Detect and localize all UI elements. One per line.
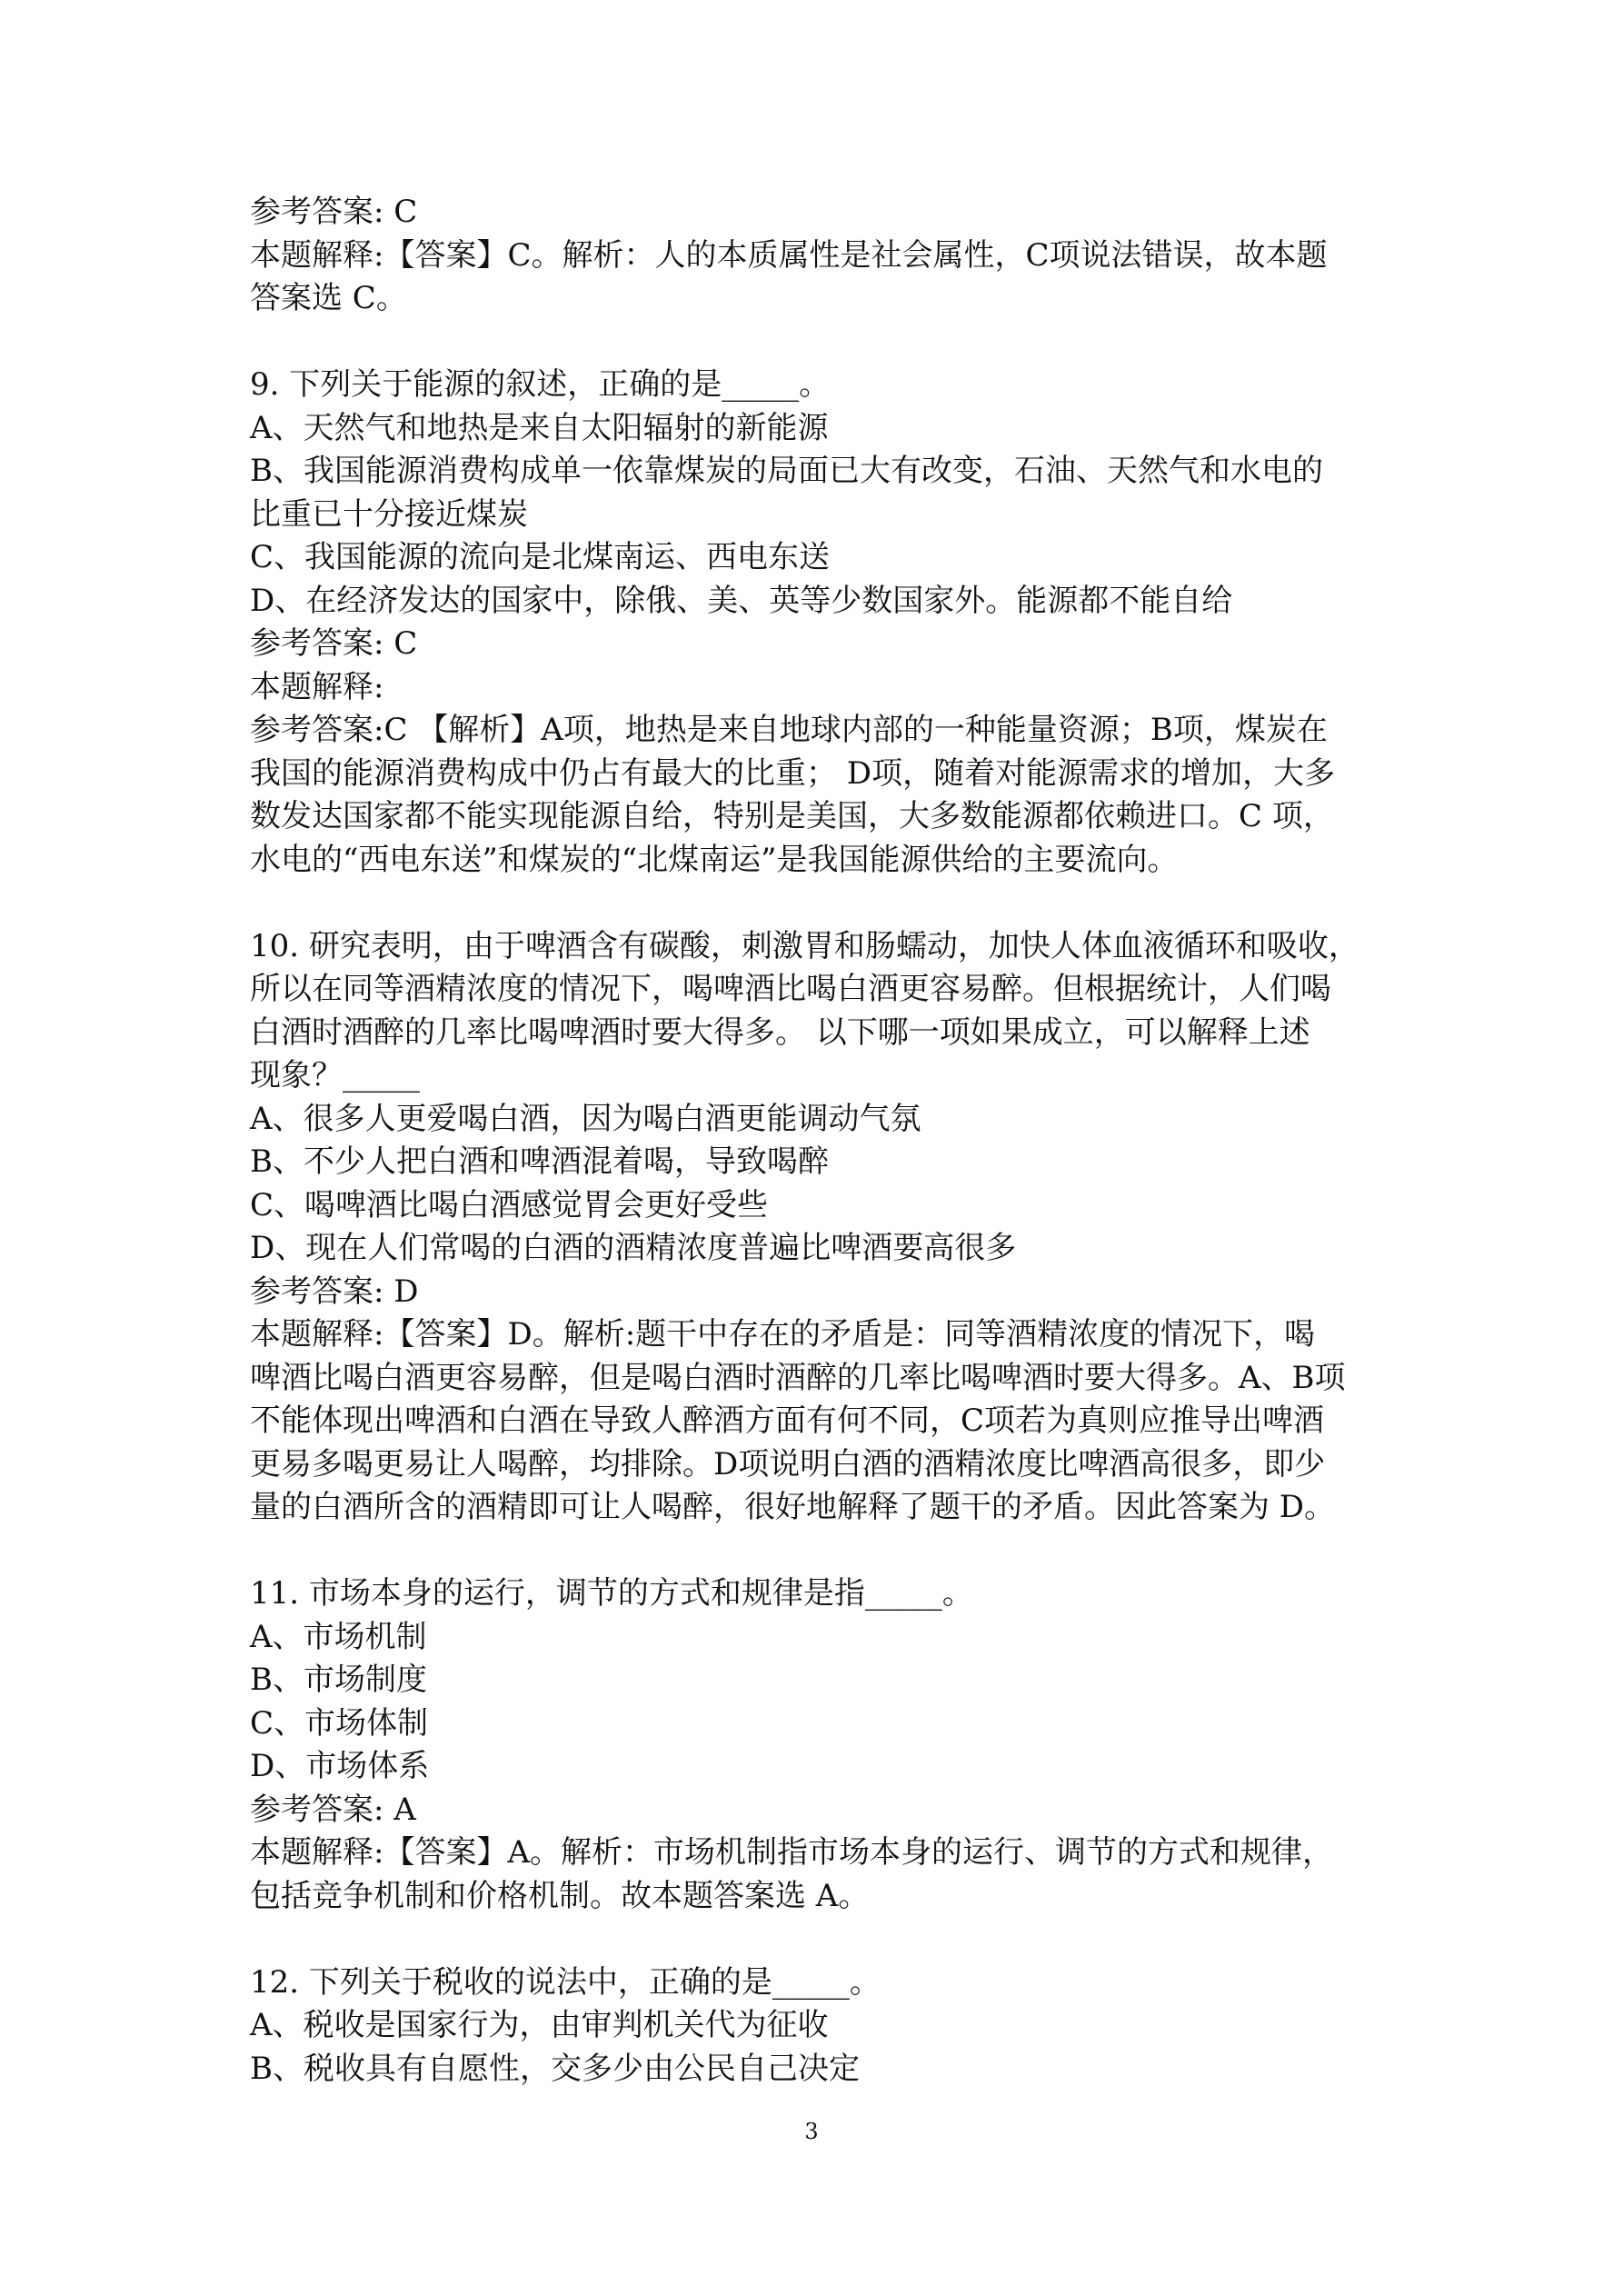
page-number: 3: [804, 2119, 819, 2144]
question-stem: 10. 研究表明，由于啤酒含有碳酸，刺激胃和肠蠕动，加快人体血液循环和吸收，: [250, 927, 1359, 964]
reference-answer: 参考答案: D: [250, 1273, 419, 1310]
paragraph-gap: [250, 882, 1386, 925]
option-b: B、市场制度: [250, 1662, 427, 1698]
explanation-line: 包括竞争机制和价格机制。故本题答案选 A。: [250, 1877, 870, 1914]
reference-answer: 参考答案: C: [250, 194, 418, 230]
question-stem-continued: 白酒时酒醉的几率比喝啤酒时要大得多。 以下哪一项如果成立，可以解释上述: [250, 1013, 1310, 1051]
paragraph-gap: [250, 321, 1386, 364]
explanation-line: 啤酒比喝白酒更容易醉，但是喝白酒时酒醉的几率比喝啤酒时要大得多。A、B项: [250, 1359, 1346, 1396]
paragraph-gap: [250, 1530, 1386, 1573]
option-a: A、天然气和地热是来自太阳辐射的新能源: [250, 409, 829, 446]
option-b: B、我国能源消费构成单一依靠煤炭的局面已大有改变，石油、天然气和水电的: [250, 453, 1323, 489]
option-c: C、市场体制: [250, 1704, 429, 1742]
explanation-line: 参考答案:C 【解析】A项，地热是来自地球内部的一种能量资源；B项，煤炭在: [250, 712, 1328, 748]
reference-answer: 参考答案: C: [250, 625, 418, 662]
option-b: B、税收具有自愿性，交多少由公民自己决定: [250, 2050, 860, 2087]
option-b-continued: 比重已十分接近煤炭: [250, 495, 528, 533]
question-stem: 11. 市场本身的运行，调节的方式和规律是指_____。: [250, 1575, 973, 1612]
explanation-label: 本题解释:: [250, 668, 384, 705]
option-a: A、市场机制: [250, 1618, 427, 1655]
option-c: C、我国能源的流向是北煤南运、西电东送: [250, 539, 831, 575]
question-block-q12: [250, 1962, 1386, 2091]
question-block-q10: [250, 925, 1386, 1530]
question-stem-continued: 现象？_____: [250, 1057, 420, 1093]
question-block-q9: [250, 364, 1386, 882]
explanation-line: 量的白酒所含的酒精即可让人喝醉，很好地解释了题干的矛盾。因此答案为 D。: [250, 1489, 1336, 1525]
explanation-line: 水电的“西电东送”和煤炭的“北煤南运”是我国能源供给的主要流向。: [250, 841, 1179, 878]
option-d: D、在经济发达的国家中，除俄、美、英等少数国家外。能源都不能自给: [250, 582, 1233, 619]
explanation-line: 更易多喝更易让人喝醉，均排除。D项说明白酒的酒精浓度比啤酒高很多，即少: [250, 1445, 1326, 1482]
paragraph-gap: [250, 1918, 1386, 1962]
option-d: D、现在人们常喝的白酒的酒精浓度普遍比啤酒要高很多: [250, 1230, 1017, 1266]
option-a: A、税收是国家行为，由审判机关代为征收: [250, 2007, 829, 2043]
reference-answer: 参考答案: A: [250, 1791, 416, 1828]
explanation-line: 数发达国家都不能实现能源自给，特别是美国，大多数能源都依赖进口。C 项，: [250, 798, 1334, 834]
option-b: B、不少人把白酒和啤酒混着喝，导致喝醉: [250, 1143, 829, 1180]
explanation-line: 不能体现出啤酒和白酒在导致人醉酒方面有何不同，C项若为真则应推导出啤酒: [250, 1403, 1325, 1439]
option-d: D、市场体系: [250, 1748, 430, 1784]
explanation-line: 本题解释:【答案】A。解析：市场机制指市场本身的运行、调节的方式和规律，: [250, 1834, 1334, 1871]
question-stem: 9. 下列关于能源的叙述，正确的是_____。: [250, 366, 831, 403]
option-a: A、很多人更爱喝白酒，因为喝白酒更能调动气氛: [250, 1100, 921, 1137]
explanation-line: 本题解释:【答案】C。解析：人的本质属性是社会属性，C项说法错误，故本题: [250, 236, 1328, 274]
explanation-line: 答案选 C。: [250, 280, 407, 316]
explanation-line: 本题解释:【答案】D。解析:题干中存在的矛盾是：同等酒精浓度的情况下，喝: [250, 1316, 1316, 1353]
explanation-line: 我国的能源消费构成中仍占有最大的比重； D项，随着对能源需求的增加，大多: [250, 754, 1336, 792]
option-c: C、喝啤酒比喝白酒感觉胃会更好受些: [250, 1186, 769, 1223]
question-stem: 12. 下列关于税收的说法中，正确的是_____。: [250, 1963, 881, 2001]
question-stem-continued: 所以在同等酒精浓度的情况下，喝啤酒比喝白酒更容易醉。但根据统计，人们喝: [250, 971, 1331, 1007]
question-block-q11: [250, 1572, 1386, 1918]
answer-block-q8: [250, 191, 1386, 321]
document-body: [250, 191, 1386, 2091]
